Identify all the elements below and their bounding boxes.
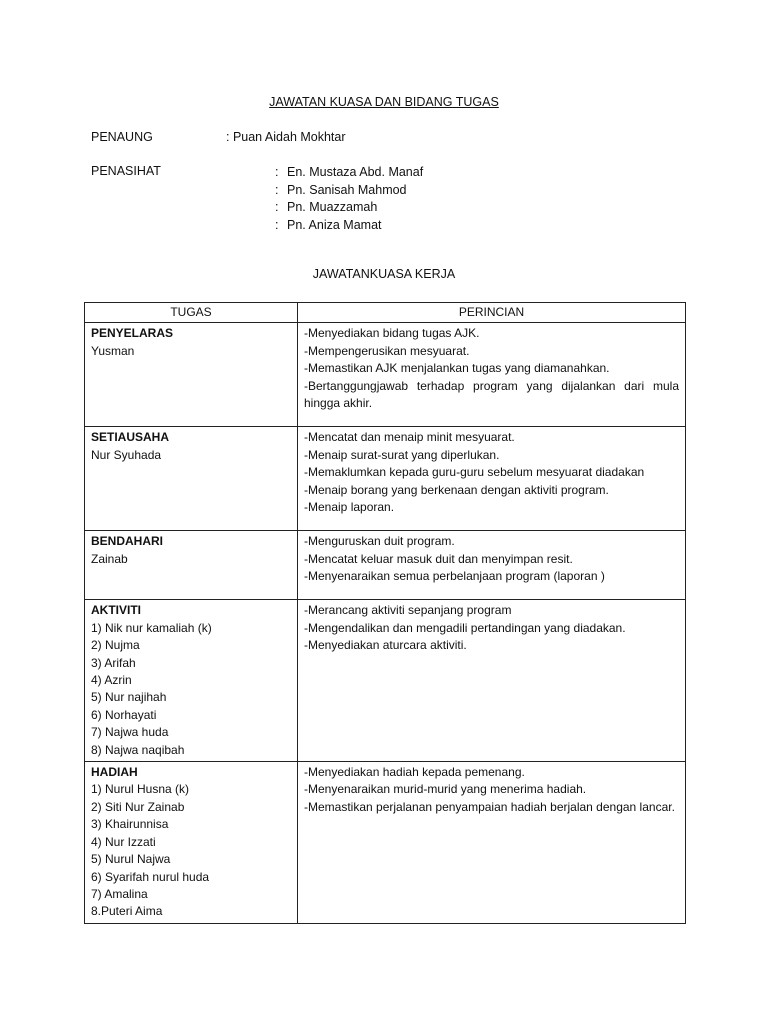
penasihat-name: Pn. Muazzamah	[287, 200, 378, 214]
role-cell	[85, 762, 298, 924]
detail-item: -Memaklumkan kepada guru-guru sebelum mesyuarat diadakan	[304, 465, 645, 480]
details-cell	[298, 531, 686, 600]
member-name: 4) Azrin	[91, 673, 132, 688]
penaung-label: PENAUNG	[91, 130, 153, 144]
penasihat-item	[275, 217, 423, 235]
detail-item: -Mencatat dan menaip minit mesyuarat.	[304, 430, 515, 445]
detail-item: -Menaip borang yang berkenaan dengan aktiviti program.	[304, 482, 609, 497]
detail-item: -Merancang aktiviti sepanjang program	[304, 603, 512, 618]
detail-item: -Memastikan perjalanan penyampaian hadiah berjalan dengan lancar.	[304, 799, 675, 814]
header-perincian: PERINCIAN	[298, 303, 686, 323]
detail-item: -Menyediakan bidang tugas AJK.	[304, 326, 480, 341]
member-name: 1) Nik nur kamaliah (k)	[91, 620, 212, 635]
role-cell	[85, 600, 298, 762]
role-title: HADIAH	[91, 765, 138, 780]
penasihat-label: PENASIHAT	[91, 164, 161, 178]
member-name: Yusman	[91, 343, 135, 358]
member-name: 5) Nurul Najwa	[91, 852, 171, 867]
section-title: JAWATANKUASA KERJA	[312, 267, 456, 281]
role-title: AKTIVITI	[91, 603, 141, 618]
role-cell	[85, 531, 298, 600]
details-cell	[298, 762, 686, 924]
table-row	[85, 762, 686, 924]
detail-item: -Bertanggungjawab terhadap program yang dijalankan dari mula hingga akhir.	[304, 378, 679, 411]
penasihat-colon: :	[275, 200, 279, 214]
penasihat-name: Pn. Sanisah Mahmod	[287, 182, 407, 197]
member-name: 6) Norhayati	[91, 707, 157, 722]
member-name: 2) Nujma	[91, 638, 140, 653]
role-cell	[85, 323, 298, 427]
penasihat-colon: :	[275, 182, 279, 197]
table-row	[85, 427, 686, 531]
member-name: Nur Syuhada	[91, 447, 162, 462]
detail-item: -Menaip laporan.	[304, 500, 395, 515]
penasihat-list	[275, 164, 423, 234]
document-title: JAWATAN KUASA DAN BIDANG TUGAS	[269, 95, 499, 109]
member-name: 7) Najwa huda	[91, 725, 169, 740]
detail-item: -Menyenaraikan murid-murid yang menerima hadiah.	[304, 782, 587, 797]
detail-item: -Memastikan AJK menjalankan tugas yang diamanahkan.	[304, 361, 610, 376]
penasihat-item	[275, 182, 423, 200]
member-name: 3) Khairunnisa	[91, 817, 169, 832]
detail-item: -Menaip surat-surat yang diperlukan.	[304, 447, 500, 462]
penasihat-name: En. Mustaza Abd. Manaf	[287, 165, 424, 179]
detail-item: -Mengendalikan dan mengadili pertandingan yang diadakan.	[304, 620, 626, 635]
details-cell	[298, 427, 686, 531]
detail-item: -Menguruskan duit program.	[304, 534, 455, 549]
detail-item: -Mempengerusikan mesyuarat.	[304, 343, 470, 358]
role-title: SETIAUSAHA	[91, 430, 170, 445]
table-row	[85, 531, 686, 600]
member-name: 4) Nur Izzati	[91, 834, 156, 849]
penasihat-name: Pn. Aniza Mamat	[287, 217, 382, 232]
header-tugas: TUGAS	[85, 303, 298, 323]
member-name: 3) Arifah	[91, 655, 136, 670]
details-cell	[298, 600, 686, 762]
member-name: Zainab	[91, 551, 128, 566]
detail-item: -Menyediakan aturcara aktiviti.	[304, 638, 467, 653]
detail-item: -Mencatat keluar masuk duit dan menyimpan resit.	[304, 551, 573, 566]
role-title: BENDAHARI	[91, 534, 163, 549]
member-name: 1) Nurul Husna (k)	[91, 782, 190, 797]
member-name: 8) Najwa naqibah	[91, 742, 185, 757]
penasihat-item	[275, 164, 423, 182]
detail-item: -Menyenaraikan semua perbelanjaan program (laporan )	[304, 569, 605, 584]
duties-table	[84, 302, 686, 924]
member-name: 5) Nur najihah	[91, 690, 167, 705]
details-cell	[298, 323, 686, 427]
member-name: 8.Puteri Aima	[91, 904, 163, 919]
penasihat-colon: :	[275, 217, 279, 232]
role-title: PENYELARAS	[91, 326, 174, 341]
penasihat-item	[275, 199, 423, 217]
member-name: 2) Siti Nur Zainab	[91, 799, 185, 814]
member-name: 6) Syarifah nurul huda	[91, 869, 210, 884]
member-name: 7) Amalina	[91, 886, 148, 901]
penasihat-colon: :	[275, 165, 279, 179]
penaung-value: : Puan Aidah Mokhtar	[226, 130, 346, 144]
table-row	[85, 323, 686, 427]
detail-item: -Menyediakan hadiah kepada pemenang.	[304, 765, 525, 780]
table-row	[85, 600, 686, 762]
role-cell	[85, 427, 298, 531]
table-header-row	[85, 303, 686, 323]
